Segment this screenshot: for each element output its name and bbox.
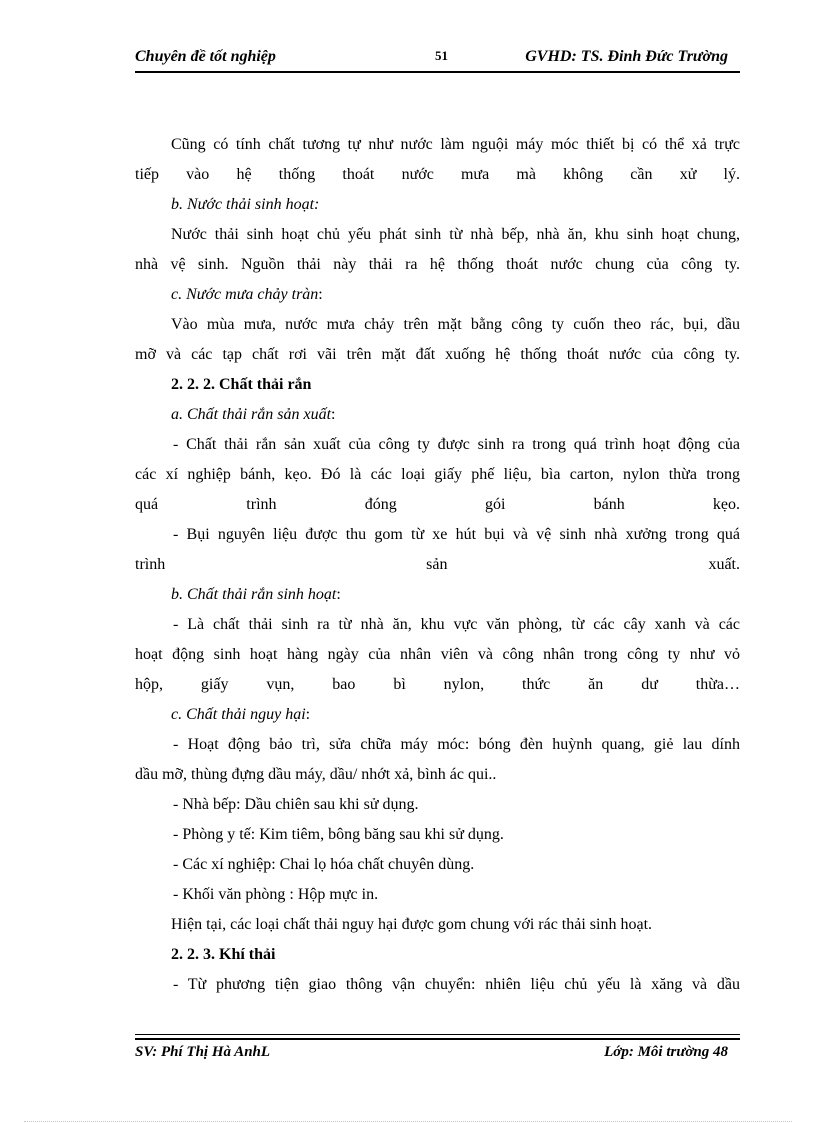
paragraph-line: dầu mỡ, thùng đựng dầu máy, dầu/ nhớt xả, bình ác qui..: [135, 766, 497, 783]
header-title: Chuyên đề tốt nghiệp: [135, 48, 276, 65]
list-item: - Khối văn phòng : Hộp mực in.: [173, 886, 379, 903]
subheading-domestic-solid-waste: b. Chất thải rắn sinh hoạt:: [171, 586, 341, 603]
paragraph-line: - Hoạt động bảo trì, sửa chữa máy móc: bóng đèn huỳnh quang, giẻ lau dính: [173, 736, 740, 753]
page-footer: [135, 1034, 740, 1064]
document-body: [135, 130, 740, 1000]
footer-class: Lớp: Môi trường 48: [604, 1044, 728, 1060]
paragraph-line: - Chất thải rắn sản xuất của công ty được sinh ra trong quá trình hoạt động của: [173, 436, 740, 453]
paragraph-line: - Là chất thải sinh ra từ nhà ăn, khu vực văn phòng, từ các cây xanh và các: [173, 616, 740, 633]
paragraph-line: hộp, giấy vụn, bao bì nylon, thức ăn dư thừa…: [135, 676, 740, 693]
paragraph-line: mỡ và các tạp chất rơi vãi trên mặt đất xuống hệ thống thoát nước của công ty.: [135, 346, 740, 363]
paragraph-line: tiếp vào hệ thống thoát nước mưa mà không cần xử lý.: [135, 166, 740, 183]
page-edge-dots: [24, 1121, 792, 1122]
footer-rule: [135, 1038, 740, 1040]
page-number: 51: [435, 48, 448, 63]
list-item: - Phòng y tế: Kim tiêm, bông băng sau khi sử dụng.: [173, 826, 504, 843]
paragraph-line: - Từ phương tiện giao thông vận chuyển: nhiên liệu chủ yếu là xăng và dầu: [173, 976, 740, 993]
list-item: - Các xí nghiệp: Chai lọ hóa chất chuyên dùng.: [173, 856, 475, 873]
paragraph-line: Nước thải sinh hoạt chủ yếu phát sinh từ nhà bếp, nhà ăn, khu sinh hoạt chung,: [171, 226, 740, 243]
section-heading-solid-waste: 2. 2. 2. Chất thải rắn: [171, 376, 312, 393]
paragraph-line: quá trình đóng gói bánh kẹo.: [135, 496, 740, 513]
paragraph-line: - Bụi nguyên liệu được thu gom từ xe hút bụi và vệ sinh nhà xưởng trong quá: [173, 526, 740, 543]
subheading-domestic-wastewater: b. Nước thải sinh hoạt:: [171, 196, 320, 213]
subheading-stormwater: c. Nước mưa chảy tràn:: [171, 286, 323, 303]
paragraph-line: hoạt động sinh hoạt hàng ngày của nhân viên và công nhân trong công ty như vỏ: [135, 646, 740, 663]
subheading-industrial-solid-waste: a. Chất thải rắn sản xuất:: [171, 406, 336, 423]
header-supervisor: GVHD: TS. Đinh Đức Trường: [525, 48, 728, 65]
footer-student: SV: Phí Thị Hà AnhL: [135, 1044, 271, 1060]
paragraph-line: trình sản xuất.: [135, 556, 740, 573]
footer-rule: [135, 1034, 740, 1035]
paragraph-line: Hiện tại, các loại chất thải nguy hại được gom chung với rác thải sinh hoạt.: [171, 916, 653, 933]
paragraph-line: Cũng có tính chất tương tự như nước làm nguội máy móc thiết bị có thể xả trực: [171, 136, 740, 153]
header-rule: [135, 71, 740, 73]
paragraph-line: các xí nghiệp bánh, kẹo. Đó là các loại giấy phế liệu, bìa carton, nylon thừa trong: [135, 466, 740, 483]
section-heading-emissions: 2. 2. 3. Khí thải: [171, 946, 276, 963]
paragraph-line: Vào mùa mưa, nước mưa chảy trên mặt bằng công ty cuốn theo rác, bụi, dầu: [171, 316, 740, 333]
list-item: - Nhà bếp: Dầu chiên sau khi sử dụng.: [173, 796, 419, 813]
page-header: [135, 44, 740, 74]
subheading-hazardous-waste: c. Chất thải nguy hại:: [171, 706, 311, 723]
paragraph-line: nhà vệ sinh. Nguồn thải này thải ra hệ thống thoát nước chung của công ty.: [135, 256, 740, 273]
